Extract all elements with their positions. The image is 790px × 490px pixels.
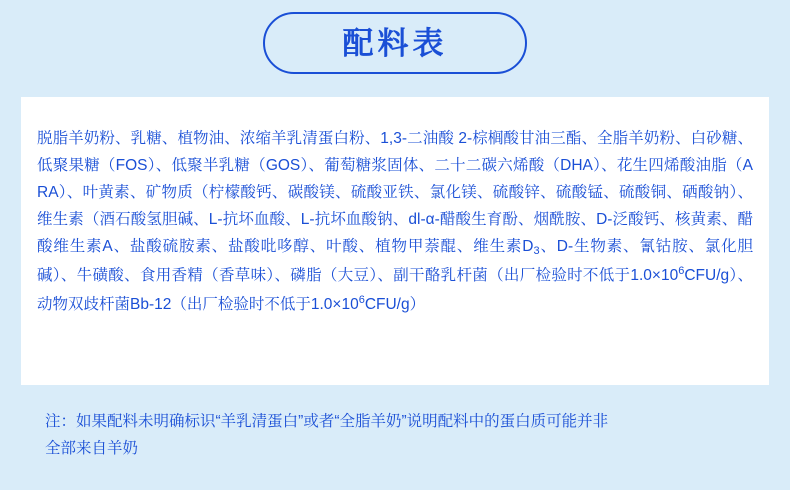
ingredients-card (21, 97, 769, 385)
page-title-pill (263, 12, 527, 74)
ingredients-part-1: 脱脂羊奶粉、乳糖、植物油、浓缩羊乳清蛋白粉、1,3-二油酸 2-棕榈酸甘油三酯、全脂羊奶粉、白砂糖、低聚果糖（FOS）、低聚半乳糖（GOS）、葡萄糖浆固体、二十二碳六烯酸（DHA）、花生四烯酸油脂（ARA）、叶黄素、矿物质（柠檬酸钙、碳酸镁、硫酸亚铁、氯化镁、硫酸锌、硫酸锰、硫酸铜、硒酸钠）、维生素（酒石酸氢胆碱、L-抗坏血酸、L-抗坏血酸钠、dl-α-醋酸生育酚、烟酰胺、D-泛酸钙、核黄素、醋酸维生素A、盐酸硫胺素、盐酸吡哆醇、叶酸、植物甲萘醌、维生素D (37, 130, 753, 255)
ingredients-text (37, 125, 753, 320)
ingredients-part-4: CFU/g） (364, 296, 426, 313)
ingredients-part-3: CFU/g）、动物双歧杆菌Bb-12（出厂检验时不低于1.0×10 (37, 267, 753, 313)
ingredients-part-2: 、D-生物素、氰钴胺、氯化胆碱）、牛磺酸、食用香精（香草味）、磷脂（大豆）、副干酪乳杆菌（出厂检验时不低于1.0×10 (37, 238, 753, 284)
cfu-exponent-2: 6 (358, 294, 365, 306)
cfu-exponent-1: 6 (678, 265, 685, 277)
footnote-line-1: 注：如果配料未明确标识“羊乳清蛋白”或者“全脂羊奶”说明配料中的蛋白质可能并非 (45, 413, 609, 430)
footnote (45, 408, 745, 462)
page-title: 配料表 (342, 25, 448, 61)
footnote-line-2: 全部来自羊奶 (45, 440, 139, 457)
vitamin-d-subscript: 3 (533, 245, 540, 257)
